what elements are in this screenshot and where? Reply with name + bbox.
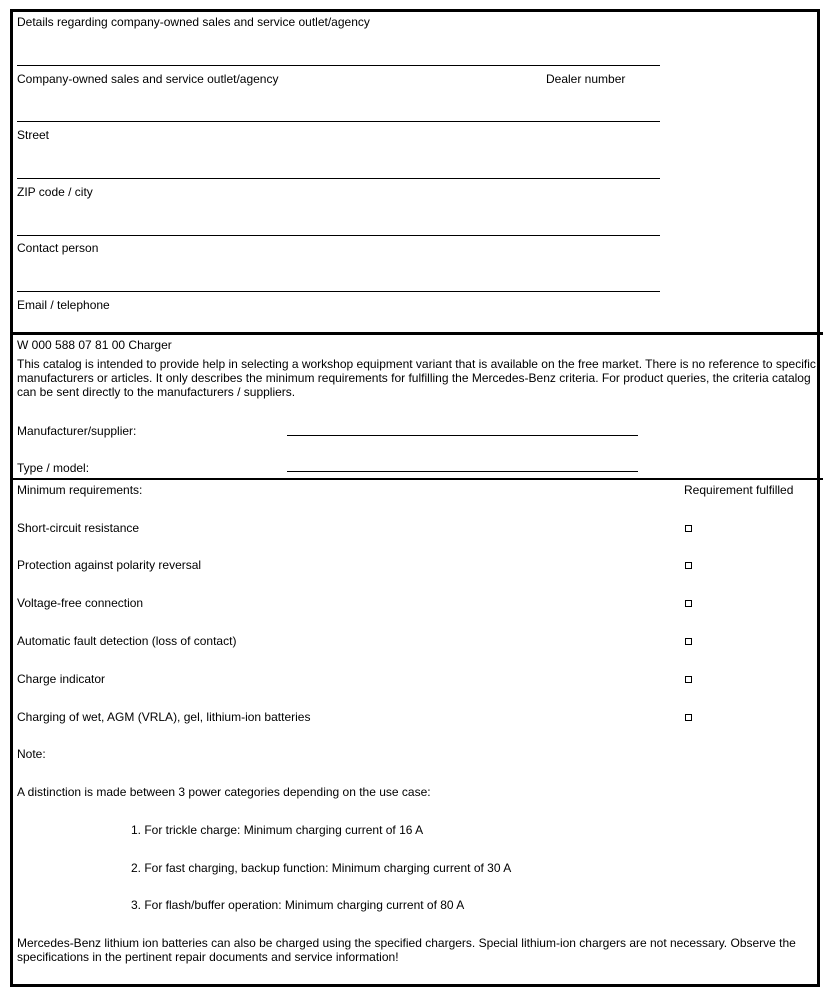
- power-category-item: 3. For flash/buffer operation: Minimum charging current of 80 A: [131, 898, 465, 912]
- street-line[interactable]: [17, 121, 660, 122]
- requirement-item-label: Protection against polarity reversal: [17, 558, 202, 572]
- type-model-input-line[interactable]: [287, 471, 638, 472]
- requirement-item-label: Voltage-free connection: [17, 596, 144, 610]
- form-frame: [10, 9, 820, 987]
- power-category-item: 1. For trickle charge: Minimum charging current of 16 A: [131, 823, 424, 837]
- street-label: Street: [17, 128, 50, 142]
- requirement-checkbox[interactable]: [685, 638, 692, 645]
- charger-intro: This catalog is intended to provide help in selecting a workshop equipment variant that is available on the free market. There is no reference to specific manufacturers or articles. It only describes the minimum requirements for fulfilling the Mercedes-Benz criteria. For product queries, the criteria catalog can be sent directly to the manufacturers / suppliers.: [17, 357, 816, 399]
- note-label: Note:: [17, 747, 46, 761]
- section-divider: [10, 332, 823, 335]
- power-category-item: 2. For fast charging, backup function: Minimum charging current of 30 A: [131, 861, 512, 875]
- outlet-section-title: Details regarding company-owned sales and service outlet/agency: [17, 15, 370, 29]
- note-distinction: A distinction is made between 3 power categories depending on the use case:: [17, 785, 431, 799]
- type-model-label: Type / model:: [17, 461, 90, 475]
- requirement-item-label: Charging of wet, AGM (VRLA), gel, lithium-ion batteries: [17, 710, 311, 724]
- contact-person-label: Contact person: [17, 241, 99, 255]
- manufacturer-input-line[interactable]: [287, 435, 638, 436]
- requirement-checkbox[interactable]: [685, 562, 692, 569]
- zip-city-label: ZIP code / city: [17, 185, 93, 199]
- requirement-item-label: Short-circuit resistance: [17, 521, 140, 535]
- requirement-fulfilled-header: Requirement fulfilled: [684, 483, 794, 497]
- requirement-checkbox[interactable]: [685, 525, 692, 532]
- email-telephone-line[interactable]: [17, 291, 660, 292]
- zip-city-line[interactable]: [17, 178, 660, 179]
- manufacturer-label: Manufacturer/supplier:: [17, 424, 137, 438]
- requirement-item-label: Automatic fault detection (loss of contact): [17, 634, 237, 648]
- requirement-item-label: Charge indicator: [17, 672, 106, 686]
- section-divider: [10, 478, 823, 480]
- requirement-checkbox[interactable]: [685, 714, 692, 721]
- charger-title: W 000 588 07 81 00 Charger: [17, 338, 172, 352]
- requirement-checkbox[interactable]: [685, 676, 692, 683]
- dealer-number-label: Dealer number: [546, 72, 626, 86]
- outlet-name-line[interactable]: [17, 65, 660, 66]
- contact-person-line[interactable]: [17, 235, 660, 236]
- outlet-name-label: Company-owned sales and service outlet/agency: [17, 72, 279, 86]
- note-footer: Mercedes-Benz lithium ion batteries can also be charged using the specified chargers. Special lithium-ion chargers are not necessary. Observe the specifications in the pertinent repair documents and service information!: [17, 936, 796, 964]
- email-telephone-label: Email / telephone: [17, 298, 110, 312]
- requirements-header: Minimum requirements:: [17, 483, 143, 497]
- requirement-checkbox[interactable]: [685, 600, 692, 607]
